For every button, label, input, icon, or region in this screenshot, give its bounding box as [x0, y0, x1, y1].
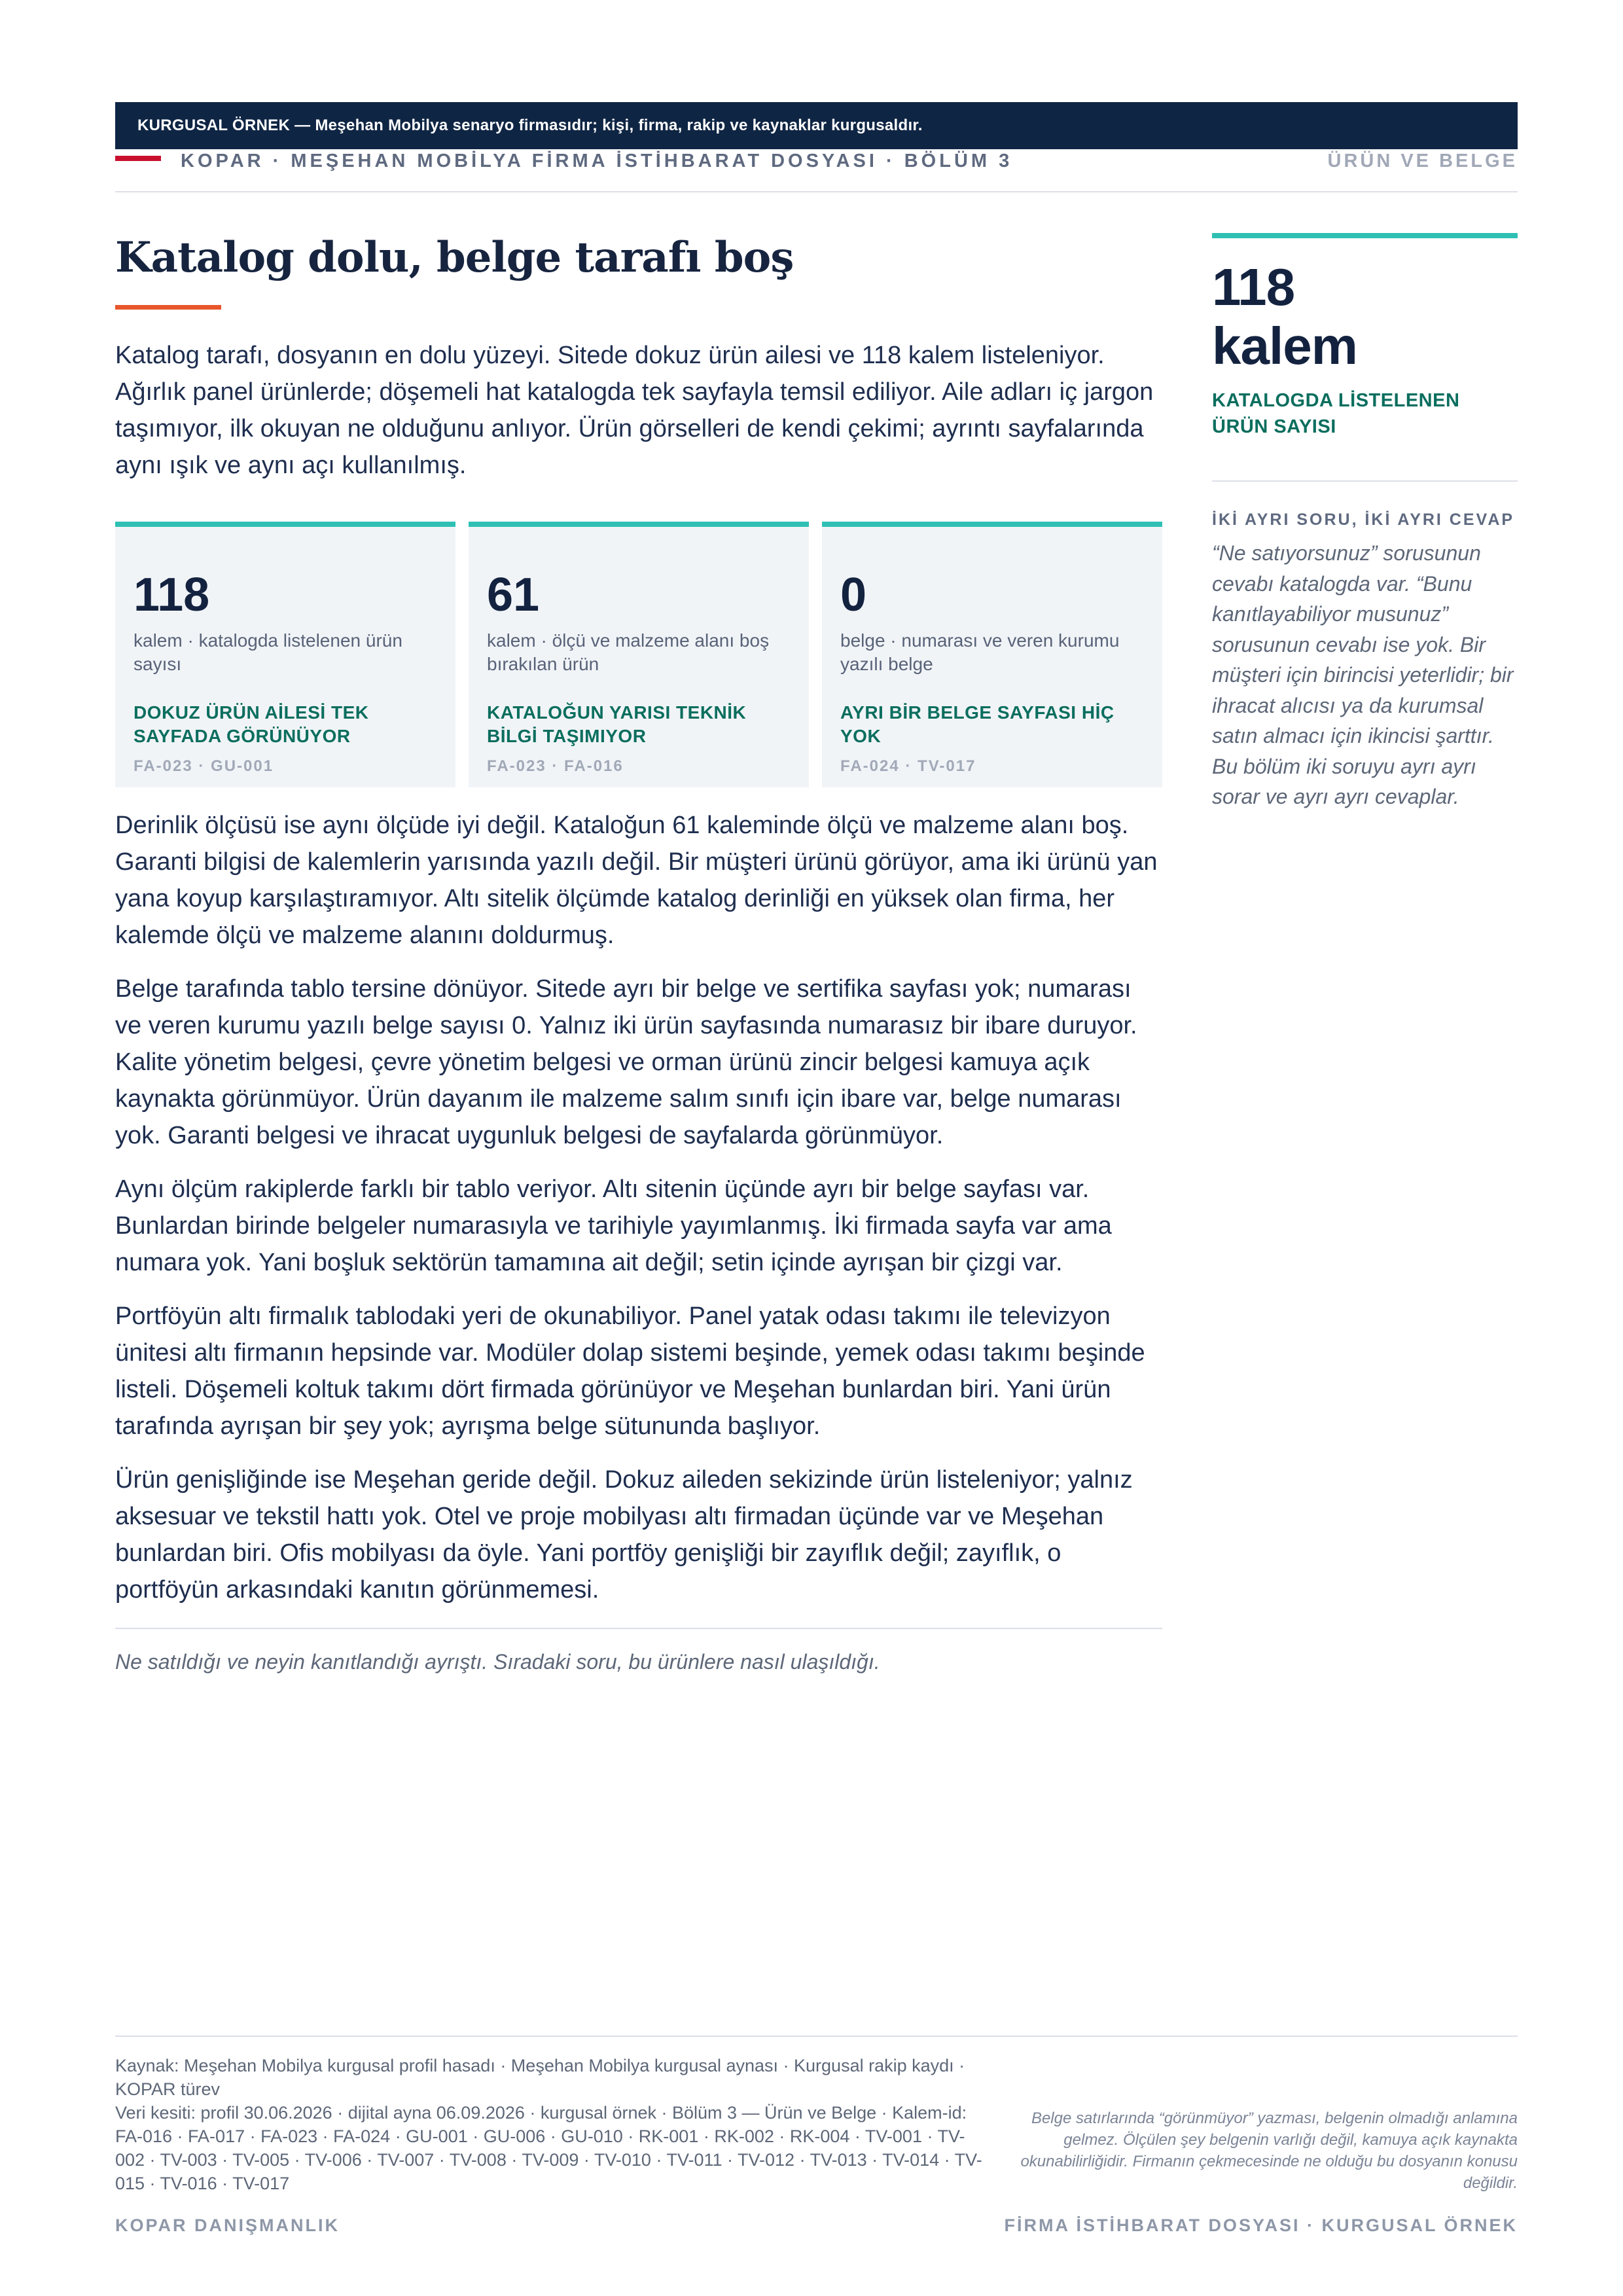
main-column: [115, 230, 1162, 1676]
running-head-title: KOPAR · MEŞEHAN MOBİLYA FİRMA İSTİHBARAT DOSYASI · BÖLÜM 3: [181, 151, 1013, 171]
stat-note: AYRI BİR BELGE SAYFASI HİÇ YOK: [840, 702, 1115, 746]
sidebar-unit: kalem: [1212, 317, 1357, 375]
page-title: Katalog dolu, belge tarafı boş: [115, 233, 794, 282]
running-head: [115, 149, 1518, 192]
body-paragraph: Derinlik ölçüsü ise aynı ölçüde iyi değil. Kataloğun 61 kaleminde ölçü ve malzeme alanı boş. Garanti bilgisi de kalemlerin yarısında yazılı değil. Bir müşteri ürünü görüyor, ama iki ürünü yan yana koyup karşılaştıramıyor. Altı sitelik ölçümde katalog derinliği en yüksek olan firma, her kalemde ölçü ve malzeme alanını doldurmuş.: [115, 812, 1158, 949]
sidebar-big-number: [1212, 258, 1518, 376]
stat-cards: [115, 522, 1162, 787]
closing-note: Ne satıldığı ve neyin kanıtlandığı ayrıştı. Sıradaki soru, bu ürünlere nasıl ulaşıldığı.: [115, 1650, 880, 1674]
sidebar-number: 118: [1212, 258, 1295, 316]
footer-series: FİRMA İSTİHBARAT DOSYASI · KURGUSAL ÖRNEK: [1004, 2215, 1518, 2235]
footer-source: [115, 2054, 992, 2195]
data-cut-line: Veri kesiti: profil 30.06.2026 · dijital ayna 06.09.2026 · kurgusal örnek · Bölüm 3 — Ürün ve Belge · Kalem-id: FA-016 · FA-017 · FA-023 · FA-024 · GU-001 · GU-006 · GU-010 · RK-001 · RK-002 · RK-004 · TV-001 · TV-002 · TV-003 · TV-005 · TV-006 · TV-007 · TV-008 · TV-009 · TV-010 · TV-011 · TV-012 · TV-013 · TV-014 · TV-015 · TV-016 · TV-017: [115, 2103, 982, 2193]
footer-company: KOPAR DANIŞMANLIK: [115, 2215, 340, 2235]
stat-value: 0: [840, 569, 867, 621]
footer-divider: [115, 2036, 1518, 2037]
body-paragraph: Ürün genişliğinde ise Meşehan geride değil. Dokuz aileden sekizinde ürün listeleniyor; yalnız aksesuar ve tekstil hattı yok. Otel ve proje mobilyası altı firmadan üçünde var ve Meşehan bunlardan biri. Ofis mobilyası da öyle. Yani portföy genişliği bir zayıflık değil; zayıflık, o portföyün arkasındaki kanıtın görünmemesi.: [115, 1466, 1133, 1604]
stat-card-empty-fields: [469, 522, 809, 787]
red-accent-mark: [115, 156, 161, 161]
lead-paragraph: Katalog tarafı, dosyanın en dolu yüzeyi. Sitede dokuz ürün ailesi ve 118 kalem listeleniyor. Ağırlık panel ürünlerde; döşemeli hat katalogda tek sayfayla temsil ediliyor. Aile adları iç jargon taşımıyor, ilk okuyan ne olduğunu anlıyor. Ürün görselleri de kendi çekimi; ayrıntı sayfalarında aynı ışık ve aynı açı kullanılmış.: [115, 342, 1154, 479]
body-paragraph: Aynı ölçüm rakiplerde farklı bir tablo veriyor. Altı sitenin üçünde ayrı bir belge sayfası var. Bunlardan birinde belgeler numarasıyla ve tarihiyle yayımlanmış. İki firmada sayfa var ama numara yok. Yani boşluk sektörün tamamına ait değil; setin içinde ayrışan bir çizgi var.: [115, 1175, 1112, 1276]
footer-disclaimer: Belge satırlarında “görünmüyor” yazması, belgenin olmadığı anlamına gelmez. Ölçülen şey belgenin varlığı değil, kamuya açık kaynakta okunabilirliğidir. Firmanın çekmecesinde ne olduğu bu dosyanın konusu değildir.: [1020, 2109, 1518, 2192]
sidebar-question-text: “Ne satıyorsunuz” sorusunun cevabı katalogda var. “Bunu kanıtlayabiliyor musunuz” sorusunun cevabı ise yok. Bir müşteri için birincisi yeterlidir; bir ihracat alıcısı ya da kurumsal satın almacı için ikincisi şarttır. Bu bölüm iki soruyu ayrı ayrı sorar ve ayrı ayrı cevaplar.: [1212, 541, 1514, 808]
title-underline: [115, 305, 221, 310]
stat-refs: FA-023 · GU-001: [134, 757, 274, 775]
stat-value: 61: [487, 569, 540, 621]
sidebar-top-rule: [1212, 233, 1518, 238]
body-paragraph: Portföyün altı firmalık tablodaki yeri de okunabiliyor. Panel yatak odası takımı ile televizyon ünitesi altı firmanın hepsinde var. Modüler dolap sistemi beşinde, yemek odası takımı beşinde listeli. Döşemeli koltuk takımı dört firmada görünüyor ve Meşehan bunlardan biri. Yani ürün tarafında ayrışan bir şey yok; ayrışma belge sütununda başlıyor.: [115, 1302, 1145, 1440]
sidebar-question-heading: İKİ AYRI SORU, İKİ AYRI CEVAP: [1212, 511, 1515, 529]
stat-label: kalem · katalogda listelenen ürün sayısı: [134, 630, 402, 674]
sidebar-caption: KATALOGDA LİSTELENEN ÜRÜN SAYISI: [1212, 390, 1460, 437]
source-line: Kaynak: Meşehan Mobilya kurgusal profil hasadı · Meşehan Mobilya kurgusal aynası · Kurgusal rakip kaydı · KOPAR türev: [115, 2056, 965, 2099]
sidebar-divider: [1212, 480, 1518, 482]
stat-note: KATALOĞUN YARISI TEKNİK BİLGİ TAŞIMIYOR: [487, 702, 747, 746]
fiction-banner: KURGUSAL ÖRNEK — Meşehan Mobilya senaryo firmasıdır; kişi, firma, rakip ve kaynaklar kurgusaldır.: [115, 102, 1518, 149]
stat-refs: FA-024 · TV-017: [840, 757, 976, 775]
sidebar: [1212, 233, 1518, 812]
stat-card-certificates: [822, 522, 1162, 787]
body-text: [115, 807, 1162, 1608]
stat-label: belge · numarası ve veren kurumu yazılı belge: [840, 630, 1120, 674]
closing-divider: [115, 1628, 1162, 1629]
body-paragraph: Belge tarafında tablo tersine dönüyor. Sitede ayrı bir belge ve sertifika sayfası yok; numarası ve veren kurumu yazılı belge sayısı 0. Yalnız iki ürün sayfasında numarasız bir ibare duruyor. Kalite yönetim belgesi, çevre yönetim belgesi ve orman ürünü zincir belgesi kamuya açık kaynakta görünmüyor. Ürün dayanım ile malzeme salım sınıfı için ibare var, belge numarası yok. Garanti belgesi ve ihracat uygunluk belgesi de sayfalarda görünmüyor.: [115, 975, 1137, 1149]
stat-value: 118: [134, 569, 210, 621]
stat-refs: FA-023 · FA-016: [487, 757, 624, 775]
stat-note: DOKUZ ÜRÜN AİLESİ TEK SAYFADA GÖRÜNÜYOR: [134, 702, 369, 746]
stat-card-catalog-items: [115, 522, 455, 787]
running-head-section: ÜRÜN VE BELGE: [1327, 151, 1518, 171]
stat-label: kalem · ölçü ve malzeme alanı boş bırakılan ürün: [487, 630, 770, 674]
